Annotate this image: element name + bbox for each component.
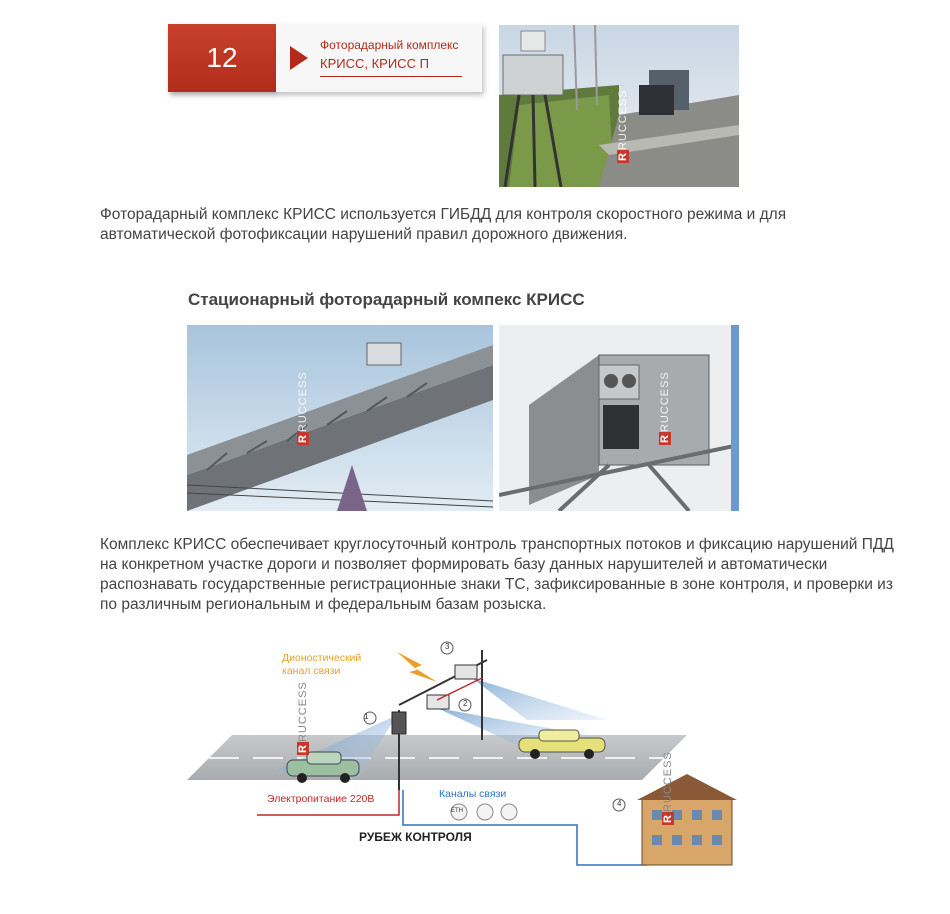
slide-number: 12: [206, 42, 238, 73]
marker-4: 4: [617, 799, 622, 808]
photo-gantry: [187, 325, 493, 511]
slide-number-badge: [168, 24, 276, 92]
control-diagram: [187, 640, 747, 890]
photo-camera-unit: [499, 325, 739, 511]
marker-1: 1: [364, 712, 369, 721]
building-icon: [637, 774, 737, 865]
watermark: RRUCCESS: [617, 89, 629, 161]
section-title: Стационарный фоторадарный компекс КРИСС: [188, 290, 585, 309]
slide-title-line2: КРИСС, КРИСС П: [320, 56, 429, 71]
slide-title-line1: Фоторадарный комплекс: [320, 38, 459, 52]
power-label: Электропитание 220В: [267, 793, 375, 805]
watermark: RRUCCESS: [297, 681, 309, 753]
intro-paragraph: Фоторадарный комплекс КРИСС используется ГИБДД для контроля скоростного режима и для автоматической фотофиксации нарушений правил дорожного движения.: [100, 206, 787, 243]
slide-title-badge: [276, 24, 482, 92]
watermark: RRUCCESS: [297, 371, 309, 443]
camera-unit-image: [499, 325, 739, 511]
description-paragraph: Комплекс КРИСС обеспечивает круглосуточный контроль транспортных потоков и фиксацию нарушений ПДД на конкретном участке дороги и позволяет формировать базу данных нарушителей и автоматически распознавать государственные регистрационные знаки ТС, зафиксированные в зоне контроля, и проверки из по различным региональным и федеральным базам розыска.: [100, 536, 894, 613]
title-underline: [320, 76, 462, 77]
diag-channel-label-2: канал связи: [282, 665, 341, 677]
photo-roadside-radar: [499, 25, 739, 187]
arrow-icon: [290, 46, 308, 70]
watermark: RRUCCESS: [662, 751, 674, 823]
marker-2: 2: [463, 699, 468, 708]
comm-label: Каналы связи: [439, 788, 507, 800]
watermark: RRUCCESS: [659, 371, 671, 443]
control-line-label: РУБЕЖ КОНТРОЛЯ: [359, 830, 472, 844]
diag-channel-label-1: Дионостический: [282, 652, 362, 664]
marker-3: 3: [445, 642, 450, 651]
gantry-image: [187, 325, 493, 511]
eth-label: ETH: [451, 808, 463, 814]
